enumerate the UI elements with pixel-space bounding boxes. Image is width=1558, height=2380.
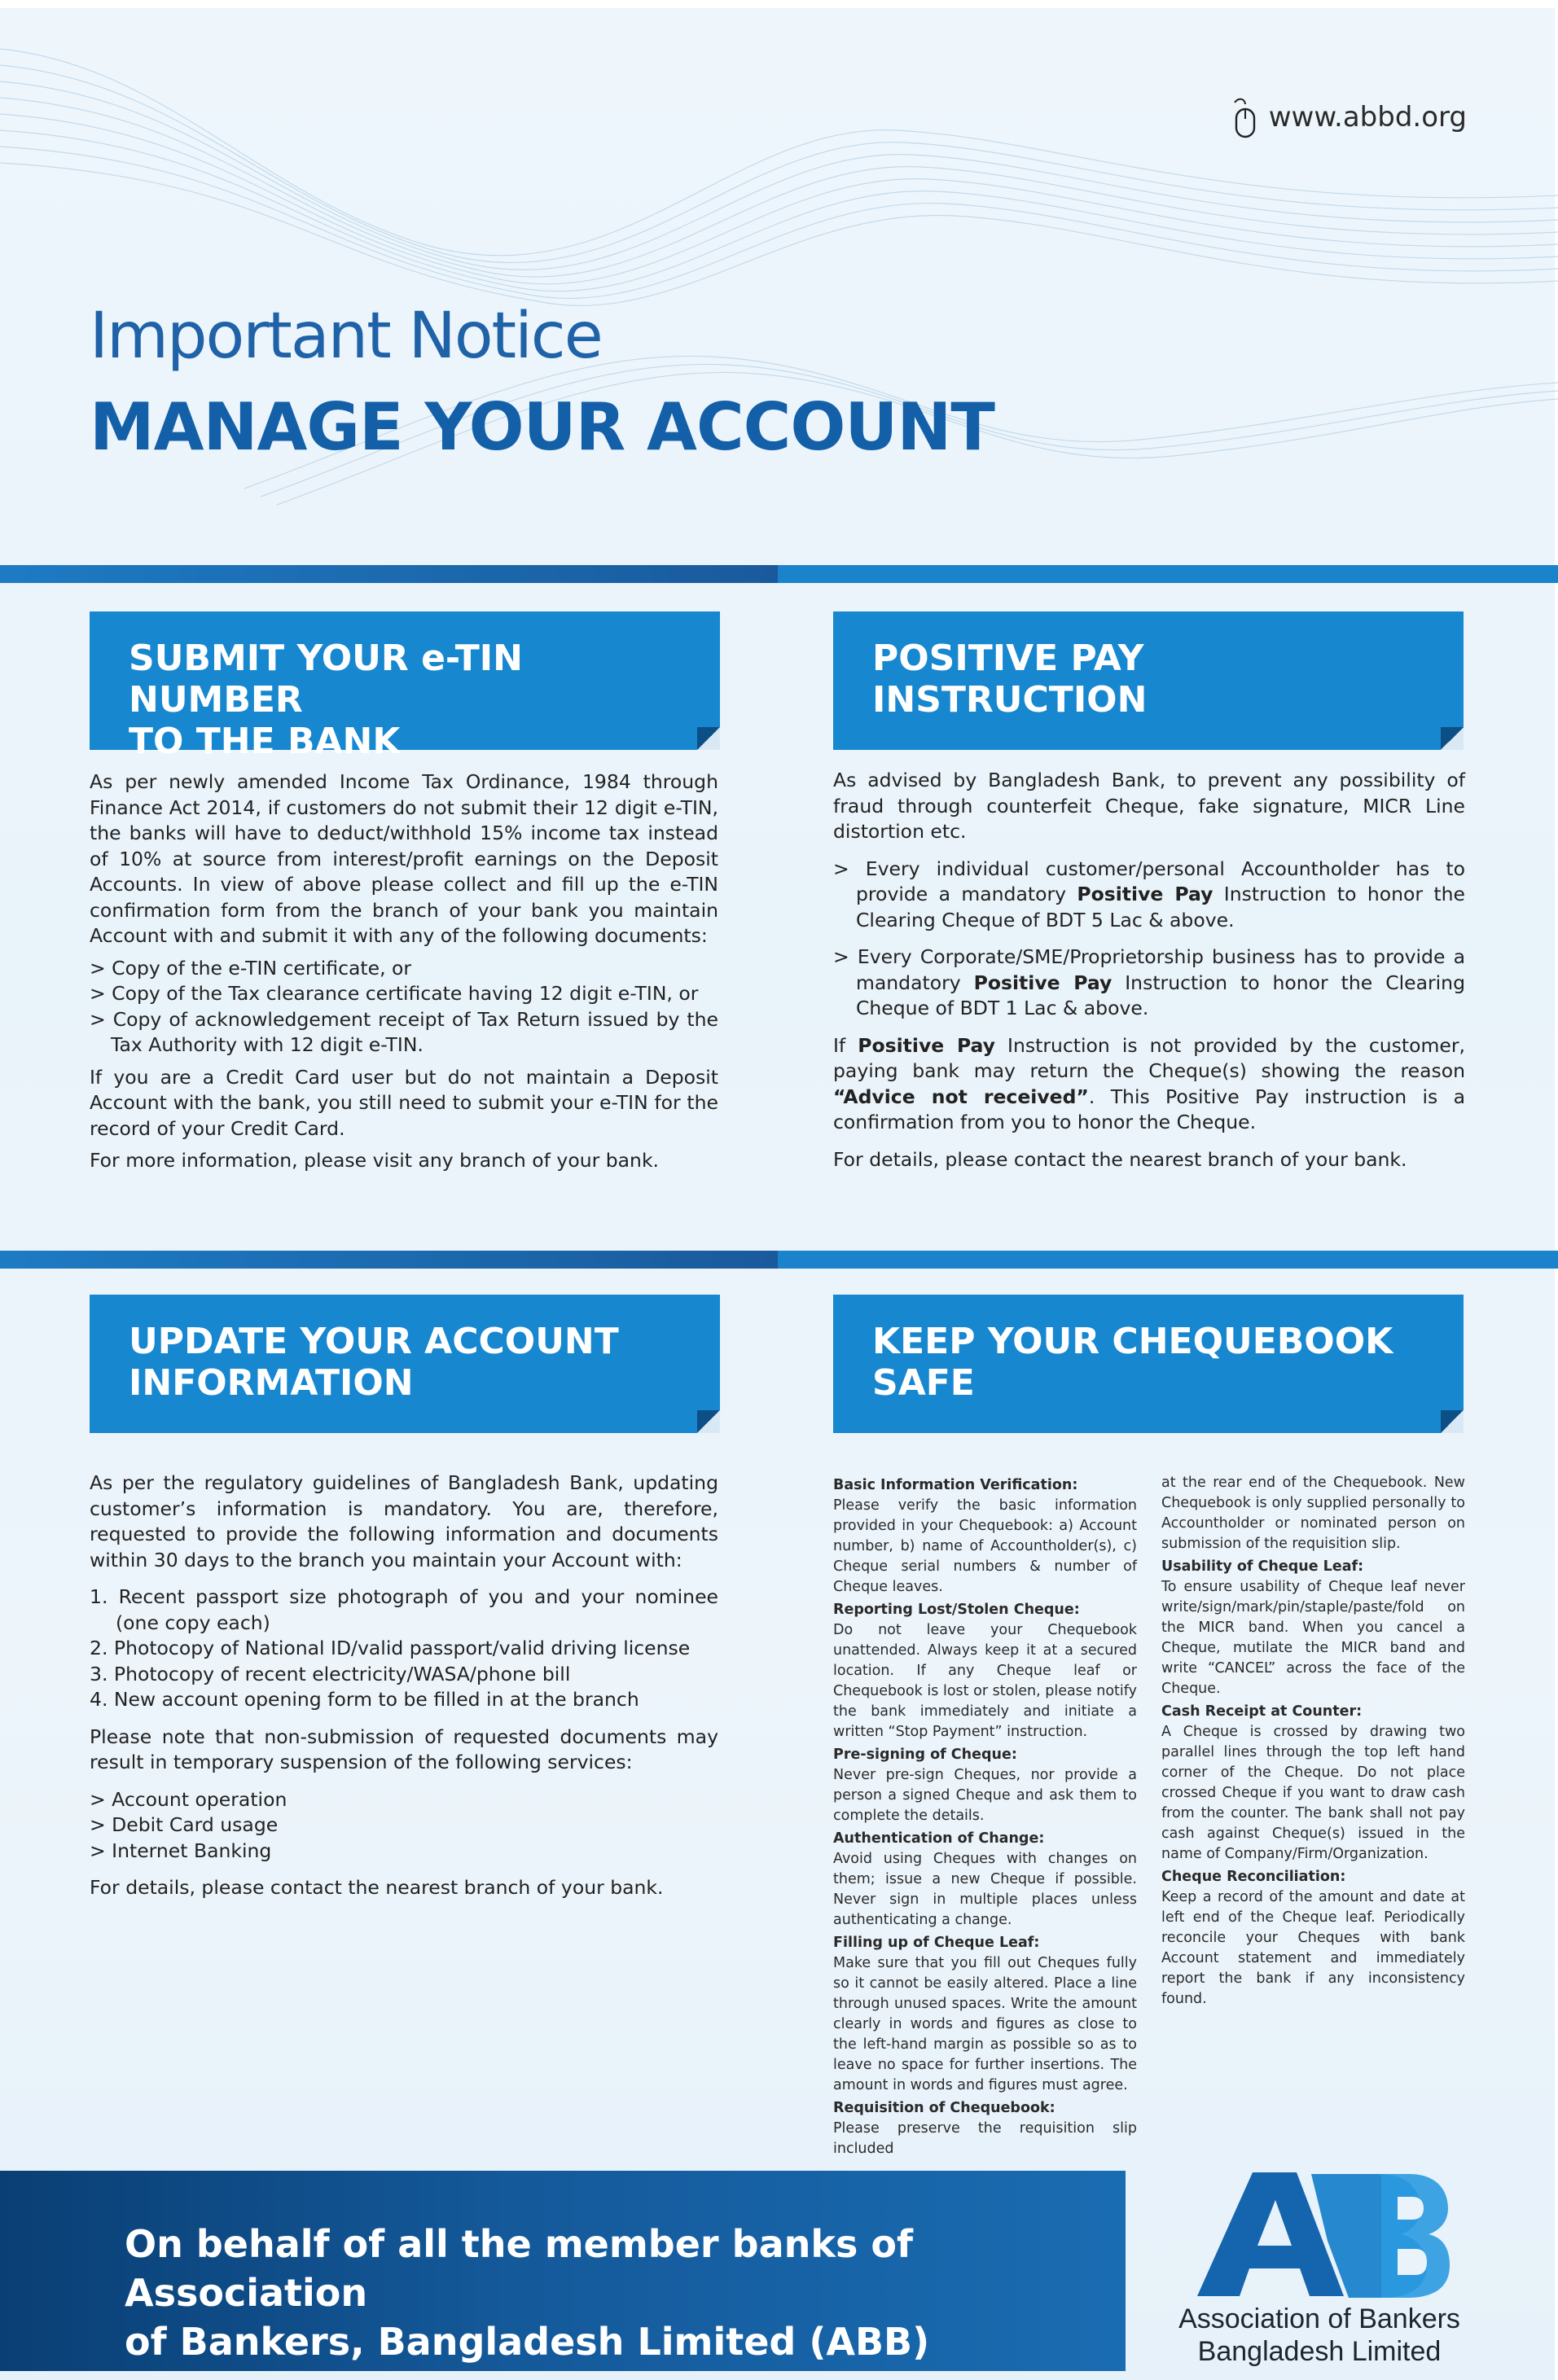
tip-title: Cash Receipt at Counter: [1161,1703,1363,1720]
list-item: > Internet Banking [90,1839,272,1862]
update-intro: As per the regulatory guidelines of Bangladesh Bank, updating customer’s information is mandatory. You are, therefore, requested to provide the following information and documents within 30 days to the branch you maintain your Account with: [90,1471,718,1571]
list-item: 2. Photocopy of National ID/valid passport/valid driving license [90,1637,691,1659]
chequebook-heading-line2: SAFE [872,1362,975,1404]
update-heading-line2: INFORMATION [129,1362,414,1404]
update-docs-list [90,1584,718,1713]
corner-fold [1441,1410,1464,1433]
footer-band [0,2171,1126,2371]
tip-title: Cheque Reconciliation: [1161,1869,1346,1885]
positive-pay-heading [833,611,1464,750]
tip-title: Reporting Lost/Stolen Cheque: [833,1602,1080,1618]
positive-pay-body [833,768,1465,1179]
tip-body: To ensure usability of Cheque leaf never write/sign/mark/pin/staple/paste/fold on the MICR band. When you cancel a Cheque, mutilate the MICR band and write “CANCEL” across the face of the Cheque. [1161,1579,1465,1697]
positive-pay-details: For details, please contact the nearest branch of your bank. [833,1147,1407,1171]
list-item: > Copy of the e-TIN certificate, or [90,956,412,980]
list-item: > Debit Card usage [90,1813,279,1836]
section-divider [0,565,1558,583]
tip-title: Requisition of Chequebook: [833,2100,1055,2116]
chequebook-col-1 [833,1473,1137,2160]
list-item: 1. Recent passport size photograph of you and your nominee (one copy each) [90,1585,718,1634]
update-details: For details, please contact the nearest branch of your bank. [90,1876,664,1899]
corner-fold [1441,727,1464,750]
update-heading-line1: UPDATE YOUR ACCOUNT [129,1321,619,1362]
list-item: > Copy of the Tax clearance certificate having 12 digit e-TIN, or [90,982,699,1005]
tip-title: Authentication of Change: [833,1830,1045,1847]
update-body [90,1471,718,1908]
tip-body: A Cheque is crossed by drawing two parallel lines through the top left hand corner of the Cheque. Do not place crossed Cheque if you want to draw cash from the counter. The bank shall not pay cash against Cheque(s) issued in the name of Company/Firm/Organization. [1161,1724,1465,1862]
positive-pay-heading-line1: POSITIVE PAY [872,638,1144,679]
etin-heading-line2: TO THE BANK [129,721,401,762]
tip-title: Filling up of Cheque Leaf: [833,1935,1040,1951]
etin-intro: As per newly amended Income Tax Ordinance, 1984 through Finance Act 2014, if customers do not submit their 12 digit e-TIN, the banks will have to deduct/withhold 15% income tax instead of 10% at source from interest/profit earnings on the Deposit Accounts. In view of above please collect and fill up the e-TIN confirmation form from the branch of your bank you maintain Account with and submit it with any of the following documents: [90,770,718,947]
abb-logo-mark [1189,2166,1450,2301]
tip-title: Basic Information Verification: [833,1477,1078,1493]
positive-pay-intro: As advised by Bangladesh Bank, to prevent any possibility of fraud through counterfeit Cheque, fake signature, MICR Line distortion etc. [833,769,1465,843]
etin-more-info: For more information, please visit any branch of your bank. [90,1149,660,1172]
notice-title: Important Notice [90,300,602,373]
tip-body: Never pre-sign Cheques, nor provide a person a signed Cheque and ask them to complete the details. [833,1767,1137,1824]
chequebook-heading-line1: KEEP YOUR CHEQUEBOOK [872,1321,1393,1362]
tip-body: Please preserve the requisition slip included [833,2120,1137,2157]
abb-logo [1156,2166,1482,2374]
update-services-list [90,1787,718,1865]
positive-pay-heading-line2: INSTRUCTION [872,679,1148,721]
list-item: > Account operation [90,1787,287,1811]
etin-heading-line1: SUBMIT YOUR e-TIN NUMBER [129,638,523,721]
chequebook-body [833,1473,1465,2160]
list-item: > Every individual customer/personal Accountholder has to provide a mandatory Positive Pay Instruction to honor the Clearing Cheque of BDT 5 Lac & above. [833,857,1465,931]
list-item: 4. New account opening form to be filled in at the branch [90,1688,639,1711]
section-divider [0,1251,1558,1269]
tip-title: Pre-signing of Cheque: [833,1747,1017,1763]
corner-fold [697,1410,720,1433]
tip-body: at the rear end of the Chequebook. New Chequebook is only supplied personally to Accountholder or nominated person on submission of the requisition slip. [1161,1475,1465,1552]
chequebook-col-2 [1161,1473,1465,2160]
etin-credit-card: If you are a Credit Card user but do not maintain a Deposit Account with the bank, you still need to submit your e-TIN for the record of your Credit Card. [90,1065,718,1140]
corner-fold [697,727,720,750]
tip-title: Usability of Cheque Leaf: [1161,1558,1364,1575]
logo-name-line2: Bangladesh Limited [1197,2336,1442,2367]
list-item: 3. Photocopy of recent electricity/WASA/phone bill [90,1662,571,1685]
list-item: > Copy of acknowledgement receipt of Tax Return issued by the Tax Authority with 12 digit e-TIN. [90,1007,718,1056]
tip-body: Please verify the basic information provided in your Chequebook: a) Account number, b) name of Accountholder(s), c) Cheque serial numbers & number of Cheque leaves. [833,1497,1137,1595]
mouse-icon [1233,96,1257,138]
tip-body: Keep a record of the amount and date at left end of the Cheque leaf. Periodically reconcile your Cheques with bank Account statement and immediately report the bank if any inconsistency found. [1161,1889,1465,2007]
tip-body: Avoid using Cheques with changes on them; issue a new Cheque if possible. Never sign in multiple places unless authenticating a change. [833,1851,1137,1928]
update-note: Please note that non-submission of requested documents may result in temporary suspension of the following services: [90,1725,718,1773]
etin-body [90,769,718,1181]
update-heading [90,1295,720,1433]
website-link[interactable] [1233,96,1467,138]
website-url[interactable]: www.abbd.org [1268,101,1467,134]
tip-body: Make sure that you fill out Cheques fully so it cannot be easily altered. Place a line through unused spaces. Write the amount clearly in words and figures as close to the left-hand margin as possible so as to leave no space for further insertions. The amount in words and figures must agree. [833,1955,1137,2093]
positive-pay-note: If Positive Pay Instruction is not provided by the customer, paying bank may return the Cheque(s) showing the reason “Advice not received”. This Positive Pay instruction is a confirmation from you to honor the Cheque. [833,1033,1466,1133]
list-item: > Every Corporate/SME/Proprietorship business has to provide a mandatory Positive Pay Instruction to honor the Clearing Cheque of BDT 1 Lac & above. [833,945,1465,1019]
tip-body: Do not leave your Chequebook unattended. Always keep it at a secured location. If any Cheque leaf or Chequebook is lost or stolen, please notify the bank immediately and initiate a written “Stop Payment” instruction. [833,1622,1137,1740]
page-title: MANAGE YOUR ACCOUNT [90,389,994,465]
logo-name-line1: Association of Bankers [1178,2303,1460,2334]
footer-line1: On behalf of all the member banks of Association [125,2222,913,2315]
footer-line2: of Bankers, Bangladesh Limited (ABB) [125,2320,930,2364]
etin-heading [90,611,720,762]
abb-logo-name [1156,2303,1482,2368]
chequebook-heading [833,1295,1464,1433]
etin-docs-list [90,956,718,1059]
positive-pay-list [833,857,1465,1022]
